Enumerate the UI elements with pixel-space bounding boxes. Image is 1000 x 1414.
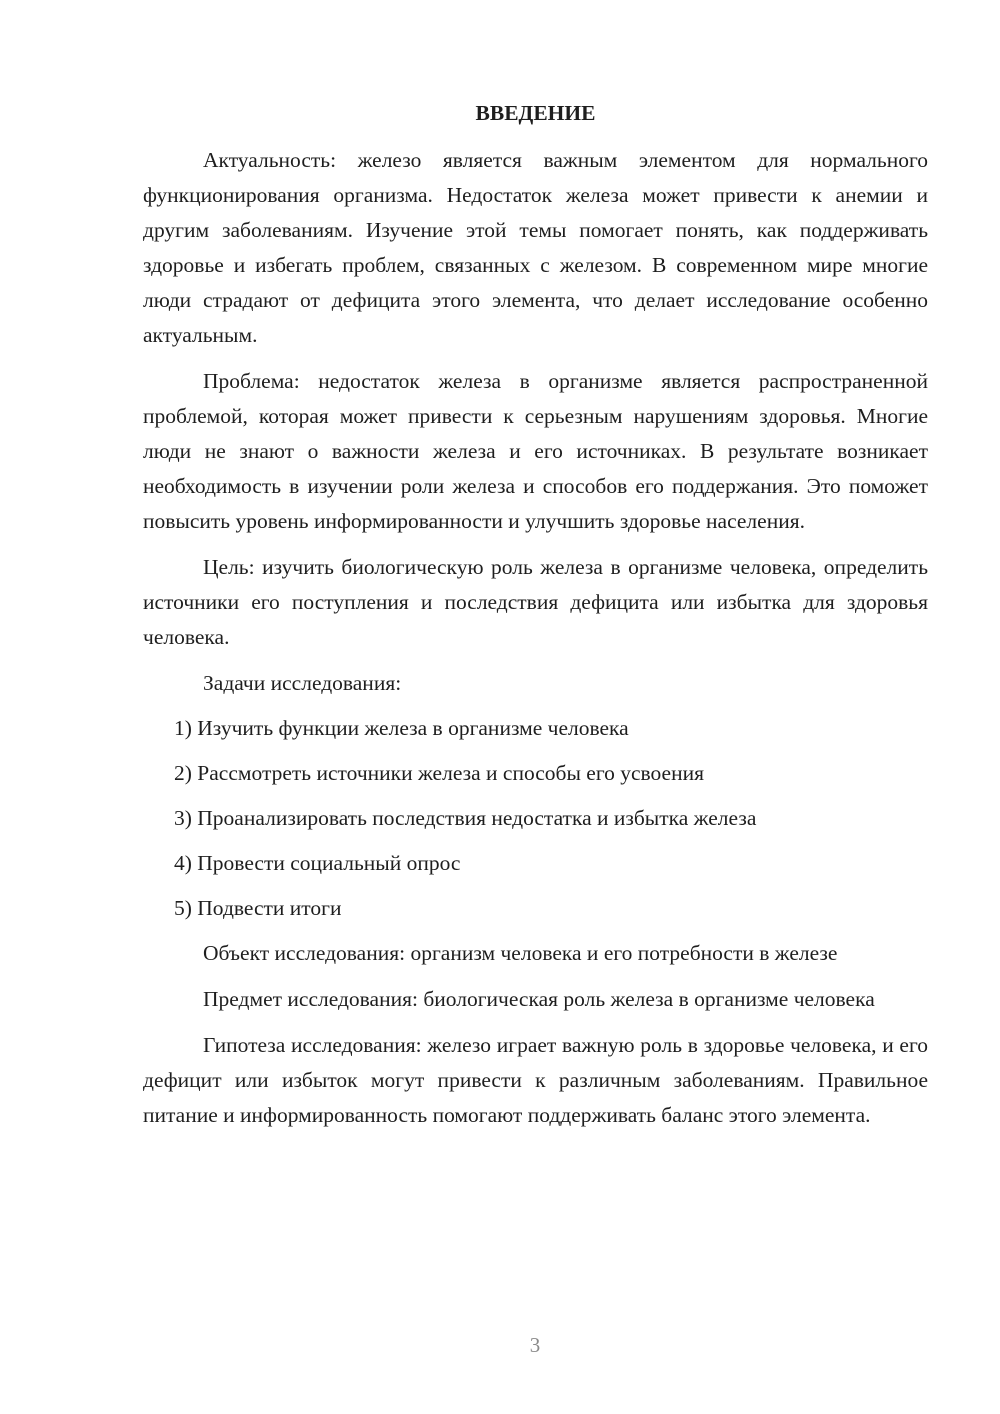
tasks-list — [143, 711, 928, 926]
problem-paragraph: Проблема: недостаток железа в организме является распространенной проблемой, которая может привести к серьезным нарушениям здоровья. Многие люди не знают о важности железа и его источниках. В результате возникает необходимость в изучении роли железа и способов его поддержания. Это поможет повысить уровень информированности и улучшить здоровье населения. — [143, 369, 928, 533]
task-item: 4) Провести социальный опрос — [174, 851, 461, 875]
page-content — [143, 96, 928, 1144]
section-title: ВВЕДЕНИЕ — [475, 101, 596, 125]
relevance-paragraph: Актуальность: железо является важным элементом для нормального функционирования организма. Недостаток железа может привести к анемии и другим заболеваниям. Изучение этой темы помогает понять, как поддерживать здоровье и избегать проблем, связанных с железом. В современном мире многие люди страдают от дефицита этого элемента, что делает исследование особенно актуальным. — [143, 148, 928, 347]
subject-paragraph: Предмет исследования: биологическая роль железа в организме человека — [203, 987, 875, 1011]
task-item: 3) Проанализировать последствия недостатка и избытка железа — [174, 806, 757, 830]
hypothesis-paragraph: Гипотеза исследования: железо играет важную роль в здоровье человека, и его дефицит или избыток могут привести к различным заболеваниям. Правильное питание и информированность помогают поддерживать баланс этого элемента. — [143, 1033, 928, 1127]
task-item: 1) Изучить функции железа в организме человека — [174, 716, 629, 740]
tasks-label: Задачи исследования: — [203, 671, 402, 695]
page-number: 3 — [529, 1333, 541, 1357]
task-item: 2) Рассмотреть источники железа и способы его усвоения — [174, 761, 705, 785]
object-paragraph: Объект исследования: организм человека и его потребности в железе — [203, 941, 838, 965]
goal-paragraph: Цель: изучить биологическую роль железа в организме человека, определить источники его поступления и последствия дефицита или избытка для здоровья человека. — [143, 555, 928, 649]
task-item: 5) Подвести итоги — [174, 896, 342, 920]
